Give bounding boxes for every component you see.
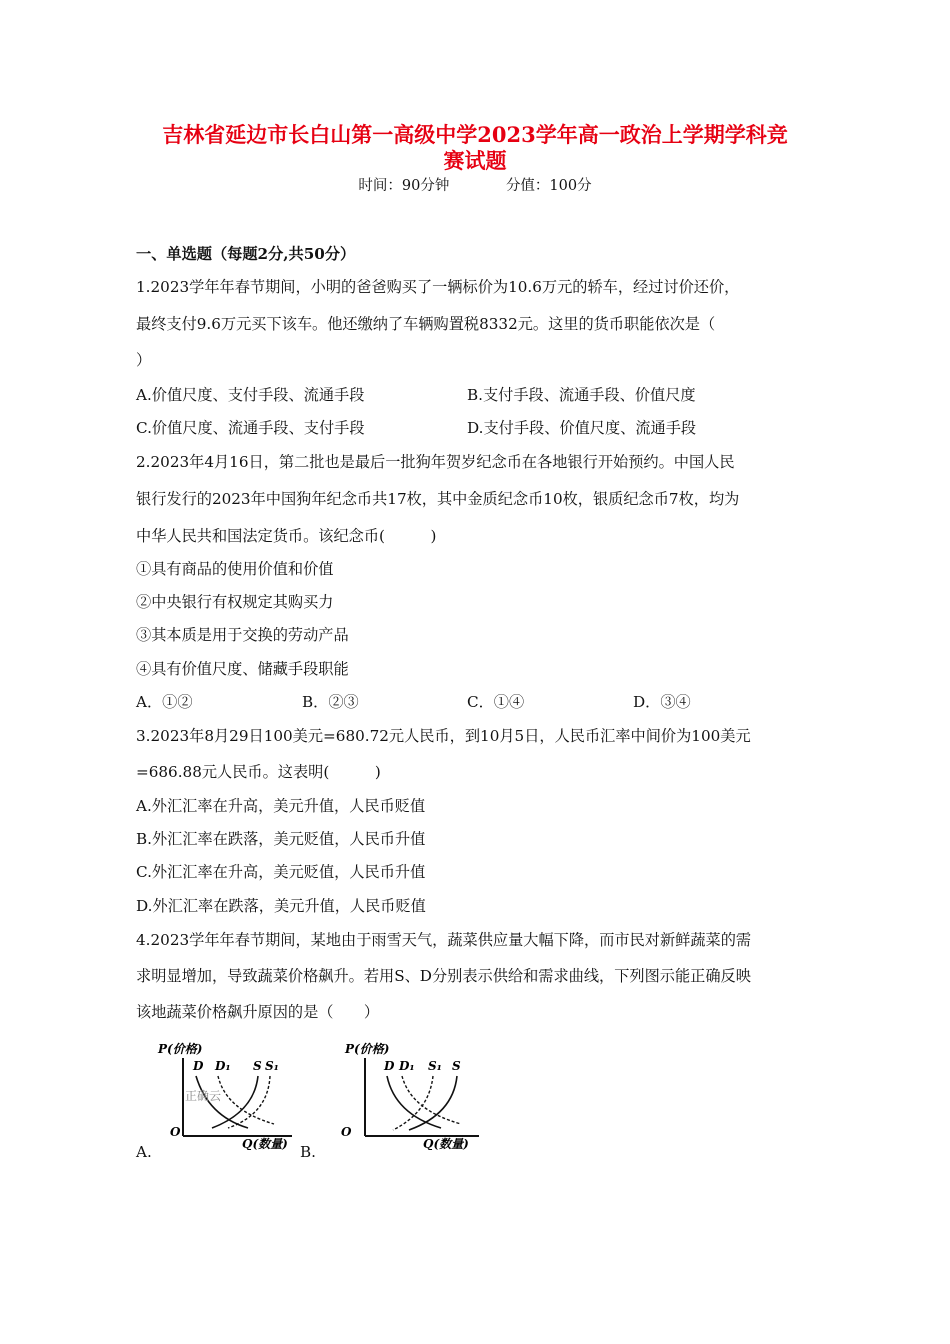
- graph-a-x-label: Q(数量): [242, 1137, 288, 1150]
- q3-line-2: =686.88元人民币。这表明( ): [136, 763, 381, 781]
- q1-option-b: B.支付手段、流通手段、价值尺度: [467, 386, 696, 404]
- q4-line-2: 求明显增加，导致蔬菜价格飙升。若用S、D分别表示供给和需求曲线，下列图示能正确反映: [136, 967, 751, 985]
- graph-a-origin: O: [170, 1125, 181, 1139]
- graph-b-y-label: P(价格): [345, 1042, 390, 1056]
- graph-b-curve-label-d1: D₁: [399, 1059, 415, 1073]
- q2-line-1: 2.2023年4月16日，第二批也是最后一批狗年贺岁纪念币在各地银行开始预约。中国人民: [136, 453, 735, 471]
- q4-line-1: 4.2023学年年春节期间，某地由于雨雪天气，蔬菜供应量大幅下降，而市民对新鲜蔬菜的需: [136, 931, 752, 949]
- supply-demand-graph-b: [337, 1038, 487, 1150]
- graph-a-curve-label-d1: D₁: [215, 1059, 231, 1073]
- graph-b-curve-label-s: S: [452, 1059, 461, 1073]
- q3-option-a: A.外汇汇率在升高，美元升值，人民币贬值: [136, 797, 426, 815]
- q2-line-2: 银行发行的2023年中国狗年纪念币共17枚，其中金质纪念币10枚，银质纪念币7枚，均为: [136, 490, 740, 508]
- q4-option-b-label: B.: [300, 1143, 316, 1161]
- q4-line-3: 该地蔬菜价格飙升原因的是（ ）: [136, 1003, 379, 1021]
- graph-b-curve-d: [387, 1076, 441, 1128]
- graph-a-watermark: 正确云: [185, 1089, 222, 1103]
- q2-item-2: ②中央银行有权规定其购买力: [136, 593, 334, 611]
- graph-b-curve-label-s1: S₁: [428, 1059, 442, 1073]
- q2-option-b: B．②③: [302, 693, 359, 711]
- q4-graph-b: [337, 1038, 487, 1154]
- graph-b-x-label: Q(数量): [423, 1137, 469, 1150]
- graph-a-curve-label-s1: S₁: [265, 1059, 279, 1073]
- q1-option-a: A.价值尺度、支付手段、流通手段: [136, 386, 365, 404]
- q1-line-3: ）: [136, 351, 152, 369]
- graph-b-curve-label-d: D: [384, 1059, 395, 1073]
- exam-score: 分值：100分: [505, 178, 592, 194]
- graph-a-curve-label-d: D: [193, 1059, 204, 1073]
- q2-option-a: A．①②: [136, 693, 193, 711]
- q2-item-4: ④具有价值尺度、储藏手段职能: [136, 660, 349, 678]
- supply-demand-graph-a: [150, 1038, 300, 1150]
- q3-option-c: C.外汇汇率在升高，美元贬值，人民币升值: [136, 863, 426, 881]
- graph-a-y-label: P(价格): [158, 1042, 203, 1056]
- q3-option-d: D.外汇汇率在跌落，美元升值，人民币贬值: [136, 897, 426, 915]
- q2-option-c: C．①④: [467, 693, 525, 711]
- q2-line-3: 中华人民共和国法定货币。该纪念币( ): [136, 527, 437, 545]
- q4-graph-a: [150, 1038, 300, 1154]
- section-heading: 一、单选题（每题2分,共50分）: [136, 245, 356, 263]
- exam-meta: [0, 176, 950, 196]
- q1-option-d: D.支付手段、价值尺度、流通手段: [467, 419, 697, 437]
- q2-item-3: ③其本质是用于交换的劳动产品: [136, 626, 349, 644]
- q2-option-d: D．③④: [633, 693, 691, 711]
- q3-option-b: B.外汇汇率在跌落，美元贬值，人民币升值: [136, 830, 426, 848]
- exam-time: 时间：90分钟: [358, 178, 450, 194]
- q2-item-1: ①具有商品的使用价值和价值: [136, 560, 334, 578]
- graph-a-curve-d1: [218, 1076, 274, 1124]
- exam-title-line-2: 赛试题: [443, 148, 507, 173]
- graph-a-curve-label-s: S: [253, 1059, 262, 1073]
- graph-b-curve-s: [409, 1076, 457, 1130]
- q4-option-a-label: A.: [136, 1143, 152, 1161]
- q1-line-1: 1.2023学年年春节期间，小明的爸爸购买了一辆标价为10.6万元的轿车，经过讨价还价，: [136, 278, 740, 296]
- q1-line-2: 最终支付9.6万元买下该车。他还缴纳了车辆购置税8332元。这里的货币职能依次是（: [136, 315, 716, 333]
- graph-b-origin: O: [341, 1125, 352, 1139]
- q1-option-c: C.价值尺度、流通手段、支付手段: [136, 419, 365, 437]
- q3-line-1: 3.2023年8月29日100美元=680.72元人民币，到10月5日，人民币汇率中间价为100美元: [136, 727, 751, 745]
- exam-title-line-1: 吉林省延边市长白山第一高级中学2023学年高一政治上学期学科竞: [162, 122, 788, 147]
